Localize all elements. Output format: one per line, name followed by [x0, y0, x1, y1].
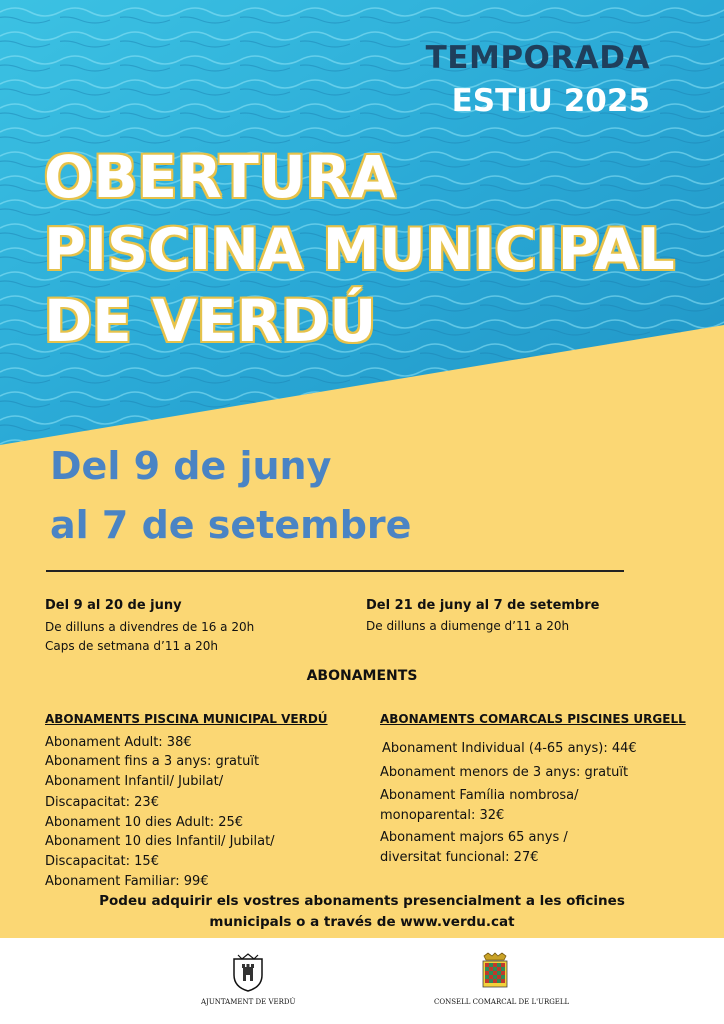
title-line-2: PISCINA MUNICIPAL [44, 217, 675, 283]
municipal-heading: ABONAMENTS PISCINA MUNICIPAL VERDÚ [45, 712, 328, 726]
divider [46, 570, 624, 572]
verdu-logo-caption: AJUNTAMENT DE VERDÚ [201, 998, 296, 1006]
footer-line-1: Podeu adquirir els vostres abonaments presencialment a les oficines [99, 893, 625, 909]
consell-logo-caption: CONSELL COMARCAL DE L'URGELL [434, 998, 570, 1006]
season-year: ESTIU 2025 [451, 83, 650, 119]
logo-strip [0, 938, 724, 1024]
schedule-right-line: De dilluns a diumenge d’11 a 20h [366, 619, 570, 633]
municipal-item: Discapacitat: 15€ [45, 854, 159, 869]
municipal-item: Abonament Familiar: 99€ [45, 874, 209, 889]
comarcals-item: diversitat funcional: 27€ [380, 850, 539, 865]
comarcals-item: monoparental: 32€ [380, 808, 505, 823]
comarcals-item: Abonament menors de 3 anys: gratuït [380, 765, 629, 780]
municipal-item: Abonament 10 dies Infantil/ Jubilat/ [45, 834, 275, 849]
abonaments-title: ABONAMENTS [306, 668, 418, 684]
date-range-start: Del 9 de juny [50, 444, 332, 488]
municipal-item: Abonament 10 dies Adult: 25€ [45, 815, 244, 830]
title-line-3: DE VERDÚ [44, 287, 377, 355]
schedule-left-heading: Del 9 al 20 de juny [45, 598, 182, 613]
comarcals-item: Abonament Família nombrosa/ [380, 788, 579, 803]
comarcals-item: Abonament majors 65 anys / [380, 830, 568, 845]
footer-line-2: municipals o a través de www.verdu.cat [209, 914, 515, 930]
consell-comarcal-logo [478, 952, 512, 992]
date-range-end: al 7 de setembre [50, 503, 412, 547]
comarcals-item: Abonament Individual (4-65 anys): 44€ [382, 741, 637, 756]
title-line-1: OBERTURA [44, 143, 396, 211]
municipal-item: Discapacitat: 23€ [45, 795, 159, 810]
municipal-item: Abonament Adult: 38€ [45, 735, 192, 750]
comarcals-heading: ABONAMENTS COMARCALS PISCINES URGELL [380, 712, 686, 726]
municipal-item: Abonament Infantil/ Jubilat/ [45, 774, 224, 789]
verdu-coat-of-arms-logo [230, 953, 266, 993]
schedule-left-line: Caps de setmana d’11 a 20h [45, 639, 218, 653]
season-label: TEMPORADA [425, 40, 650, 76]
schedule-right-heading: Del 21 de juny al 7 de setembre [366, 598, 600, 613]
municipal-item: Abonament fins a 3 anys: gratuït [45, 754, 260, 769]
schedule-left-line: De dilluns a divendres de 16 a 20h [45, 620, 255, 634]
